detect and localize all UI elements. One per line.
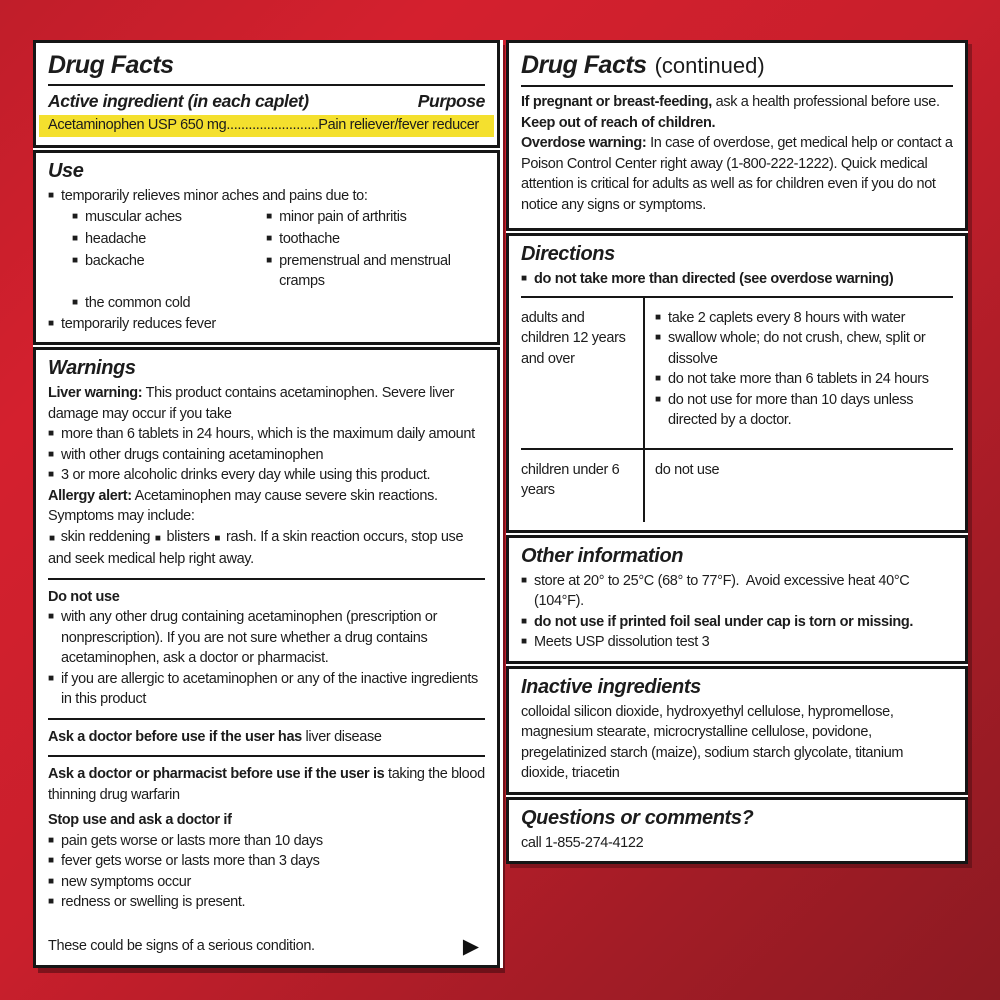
- divider: [48, 84, 485, 86]
- use-item-text: backache: [85, 252, 145, 269]
- divider: [521, 85, 953, 87]
- bullet-icon: ■: [266, 232, 273, 244]
- bullet-icon: ■: [48, 428, 55, 439]
- overdose-rest: In case of overdose, get medical help or contact a Poison Control Center right away (1-800-222-1222). Quick medical attention is critical for adults as well as for children even if you do not notice any signs or symptoms.: [521, 135, 953, 213]
- do-not-use-text: if you are allergic to acetaminophen or any of the inactive ingredients in this product: [61, 670, 478, 707]
- use-outro-text: temporarily reduces fever: [61, 315, 216, 332]
- overdose-warning: [521, 133, 953, 215]
- dosage-bullet: [655, 369, 951, 390]
- use-item-text: headache: [85, 230, 146, 247]
- age-group-cell: adults and children 12 years and over: [521, 309, 626, 367]
- ask-doctor-rest: liver disease: [301, 728, 382, 745]
- liver-bullet: [48, 445, 485, 466]
- drug-facts-panel-left: [33, 40, 500, 968]
- bullet-icon: ■: [655, 332, 662, 343]
- divider: [48, 578, 485, 580]
- phone-number-text: call 1-855-274-4122: [521, 834, 644, 851]
- dosage-text: do not use for more than 10 days unless directed by a doctor.: [668, 391, 914, 428]
- table-row: [521, 450, 953, 522]
- liver-bullet-text: more than 6 tablets in 24 hours, which is the maximum daily amount: [61, 426, 475, 442]
- ask-doctor-line: [48, 727, 485, 748]
- stop-use-bullet: [48, 831, 485, 852]
- symptoms-rest: If a skin reaction occurs, stop use and seek medical help right away.: [48, 528, 464, 567]
- bullet-icon: ■: [521, 574, 528, 586]
- bullet-icon: ■: [48, 317, 55, 329]
- ask-pharmacist-line: [48, 764, 485, 805]
- other-information-box: [506, 535, 968, 664]
- use-item-text: toothache: [279, 230, 340, 247]
- inactive-ingredients-heading: Inactive ingredients: [521, 675, 701, 698]
- bullet-icon: ■: [48, 875, 55, 887]
- bullet-icon: ■: [48, 611, 55, 622]
- active-ingredient-highlight: Acetaminophen USP 650 mg.........................Pain reliever/fever reducer: [39, 115, 494, 137]
- use-item-text: muscular aches: [85, 208, 182, 225]
- bullet-icon: ■: [521, 615, 528, 627]
- liver-bullet: [48, 465, 485, 486]
- drug-facts-title: Drug Facts: [521, 51, 647, 79]
- use-item-text: the common cold: [85, 295, 191, 311]
- ask-pharmacist-lead: Ask a doctor or pharmacist before use if the user is: [48, 766, 385, 782]
- bullet-icon: ■: [48, 469, 55, 480]
- dosage-cell: [643, 298, 953, 448]
- use-sublist: [48, 207, 485, 314]
- directions-intro-text: do not take more than directed (see overdose warning): [534, 271, 894, 287]
- questions-heading: Questions or comments?: [521, 806, 754, 829]
- dosage-bullet: [655, 328, 951, 369]
- other-info-bullet: [521, 632, 953, 653]
- pregnant-lead: If pregnant or breast-feeding,: [521, 94, 712, 110]
- use-intro-text: temporarily relieves minor aches and pains due to:: [61, 188, 368, 204]
- drug-facts-continued-title: [521, 50, 953, 81]
- symptom: rash.: [226, 528, 257, 545]
- directions-heading: Directions: [521, 243, 615, 265]
- use-item: [72, 251, 266, 292]
- use-item: [266, 251, 485, 292]
- bullet-icon: ■: [655, 373, 662, 384]
- bullet-icon: ■: [48, 855, 55, 866]
- overdose-lead: Overdose warning:: [521, 135, 647, 151]
- liver-bullet: [48, 424, 485, 445]
- header-box: [33, 40, 500, 148]
- age-group-cell: children under 6 years: [521, 461, 620, 498]
- bullet-icon: ■: [48, 448, 55, 460]
- use-item: [266, 207, 485, 228]
- bullet-icon: ■: [72, 254, 79, 266]
- bullet-icon: ■: [72, 210, 79, 222]
- ask-doctor-lead: Ask a doctor before use if the user has: [48, 728, 302, 745]
- purpose-label: Purpose: [417, 91, 485, 111]
- storage-text: store at 20° to 25°C (68° to 77°F). Avoid excessive heat 40°C (104°F).: [534, 572, 914, 609]
- continue-arrow-icon: ▶: [462, 935, 479, 958]
- symptom: skin reddening: [60, 528, 151, 545]
- directions-table: [521, 296, 953, 522]
- bullet-icon: ■: [655, 393, 662, 405]
- use-box: [33, 150, 500, 345]
- pregnant-rest: ask a health professional before use.: [711, 94, 940, 110]
- bullet-icon: ■: [521, 636, 528, 647]
- bullet-icon: ■: [48, 190, 55, 201]
- warnings-box: [33, 347, 500, 968]
- other-info-bullet: [521, 612, 953, 633]
- directions-intro: [521, 269, 953, 290]
- use-item-text: minor pain of arthritis: [279, 208, 407, 225]
- liver-bullet-text: 3 or more alcoholic drinks every day while using this product.: [61, 467, 431, 483]
- bullet-icon: ■: [266, 254, 273, 266]
- dosage-cell: do not use: [643, 450, 953, 522]
- inactive-ingredients-box: [506, 666, 968, 795]
- continued-suffix: (continued): [654, 53, 765, 78]
- use-outro: [48, 314, 485, 335]
- use-intro: [48, 186, 485, 207]
- bullet-icon: ■: [48, 896, 55, 907]
- allergy-alert-lead: Allergy alert:: [48, 487, 132, 504]
- dosage-text: do not take more than 6 tablets in 24 hours: [668, 371, 929, 387]
- use-item: [72, 207, 266, 228]
- liver-warning-text: This product contains acetaminophen. Severe liver damage may occur if you take: [48, 385, 455, 422]
- do-not-use-bullet: [48, 607, 485, 669]
- bullet-icon: ■: [214, 532, 221, 544]
- inactive-ingredients-text: colloidal silicon dioxide, hydroxyethyl cellulose, hypromellose, magnesium stearate, microcrystalline cellulose, povidone, pregelatinized starch (maize), sodium starch glycolate, titanium dioxide, triacetin: [521, 703, 904, 781]
- divider: [48, 718, 485, 720]
- warnings-heading: Warnings: [48, 357, 136, 379]
- dosage-bullet: [655, 390, 951, 431]
- bullet-icon: ■: [521, 273, 528, 284]
- bullet-icon: ■: [72, 232, 79, 244]
- directions-box: [506, 233, 968, 533]
- use-item-text: premenstrual and menstrual cramps: [279, 252, 451, 289]
- stop-use-heading: Stop use and ask a doctor if: [48, 812, 232, 828]
- liver-bullet-text: with other drugs containing acetaminophen: [61, 446, 324, 463]
- bullet-icon: ■: [266, 210, 273, 222]
- stop-use-text: redness or swelling is present.: [61, 894, 246, 910]
- dosage-text: swallow whole; do not crush, chew, split or dissolve: [668, 330, 926, 367]
- liver-warning-lead: Liver warning:: [48, 385, 143, 401]
- use-item: [72, 229, 266, 250]
- foil-seal-text: do not use if printed foil seal under cap is torn or missing.: [534, 613, 914, 630]
- do-not-use-text: with any other drug containing acetaminophen (prescription or nonprescription). If you are not sure whether a drug contains acetaminophen, ask a doctor or pharmacist.: [61, 609, 438, 666]
- symptoms-line: [48, 527, 485, 570]
- stop-use-text: new symptoms occur: [61, 873, 191, 890]
- ask-pharmacist-rest: taking the blood thinning drug warfarin: [48, 766, 485, 803]
- bullet-icon: ■: [48, 672, 55, 684]
- stop-use-bullet: [48, 851, 485, 872]
- warnings-footer: [48, 936, 485, 957]
- spacer: [48, 913, 485, 931]
- divider: [48, 755, 485, 757]
- symptom: blisters: [166, 528, 210, 545]
- dosage-text: take 2 caplets every 8 hours with water: [668, 309, 906, 326]
- allergy-alert: [48, 486, 485, 527]
- questions-box: [506, 797, 968, 865]
- use-heading: Use: [48, 160, 84, 182]
- bullet-icon: ■: [655, 311, 662, 323]
- table-row: [521, 298, 953, 450]
- bullet-icon: ■: [48, 834, 55, 846]
- stop-use-bullet: [48, 892, 485, 913]
- serious-condition-text: These could be signs of a serious condition.: [48, 938, 315, 955]
- bullet-icon: ■: [154, 532, 161, 544]
- bullet-icon: ■: [72, 297, 79, 308]
- continued-box: [506, 40, 968, 231]
- usp-test-text: Meets USP dissolution test 3: [534, 634, 710, 650]
- active-ingredient-label: Active ingredient (in each caplet): [48, 91, 309, 111]
- use-item: [72, 293, 266, 314]
- active-ingredient-header: [48, 91, 485, 112]
- drug-facts-panel-right: [506, 40, 968, 864]
- use-item: [266, 229, 485, 250]
- stop-use-text: pain gets worse or lasts more than 10 days: [61, 832, 323, 849]
- liver-warning: [48, 383, 485, 424]
- keep-out-line: Keep out of reach of children.: [521, 114, 716, 131]
- pregnant-line: [521, 92, 953, 113]
- allergy-alert-text: Acetaminophen may cause severe skin reactions. Symptoms may include:: [48, 487, 438, 524]
- stop-use-bullet: [48, 872, 485, 893]
- other-info-bullet: [521, 571, 953, 612]
- do-not-use-bullet: [48, 669, 485, 710]
- other-information-heading: Other information: [521, 544, 684, 567]
- bullet-icon: ■: [49, 532, 55, 544]
- dosage-bullet: [655, 308, 951, 329]
- do-not-use-heading: Do not use: [48, 588, 120, 605]
- drug-facts-title: Drug Facts: [48, 51, 174, 79]
- stop-use-text: fever gets worse or lasts more than 3 days: [61, 853, 320, 869]
